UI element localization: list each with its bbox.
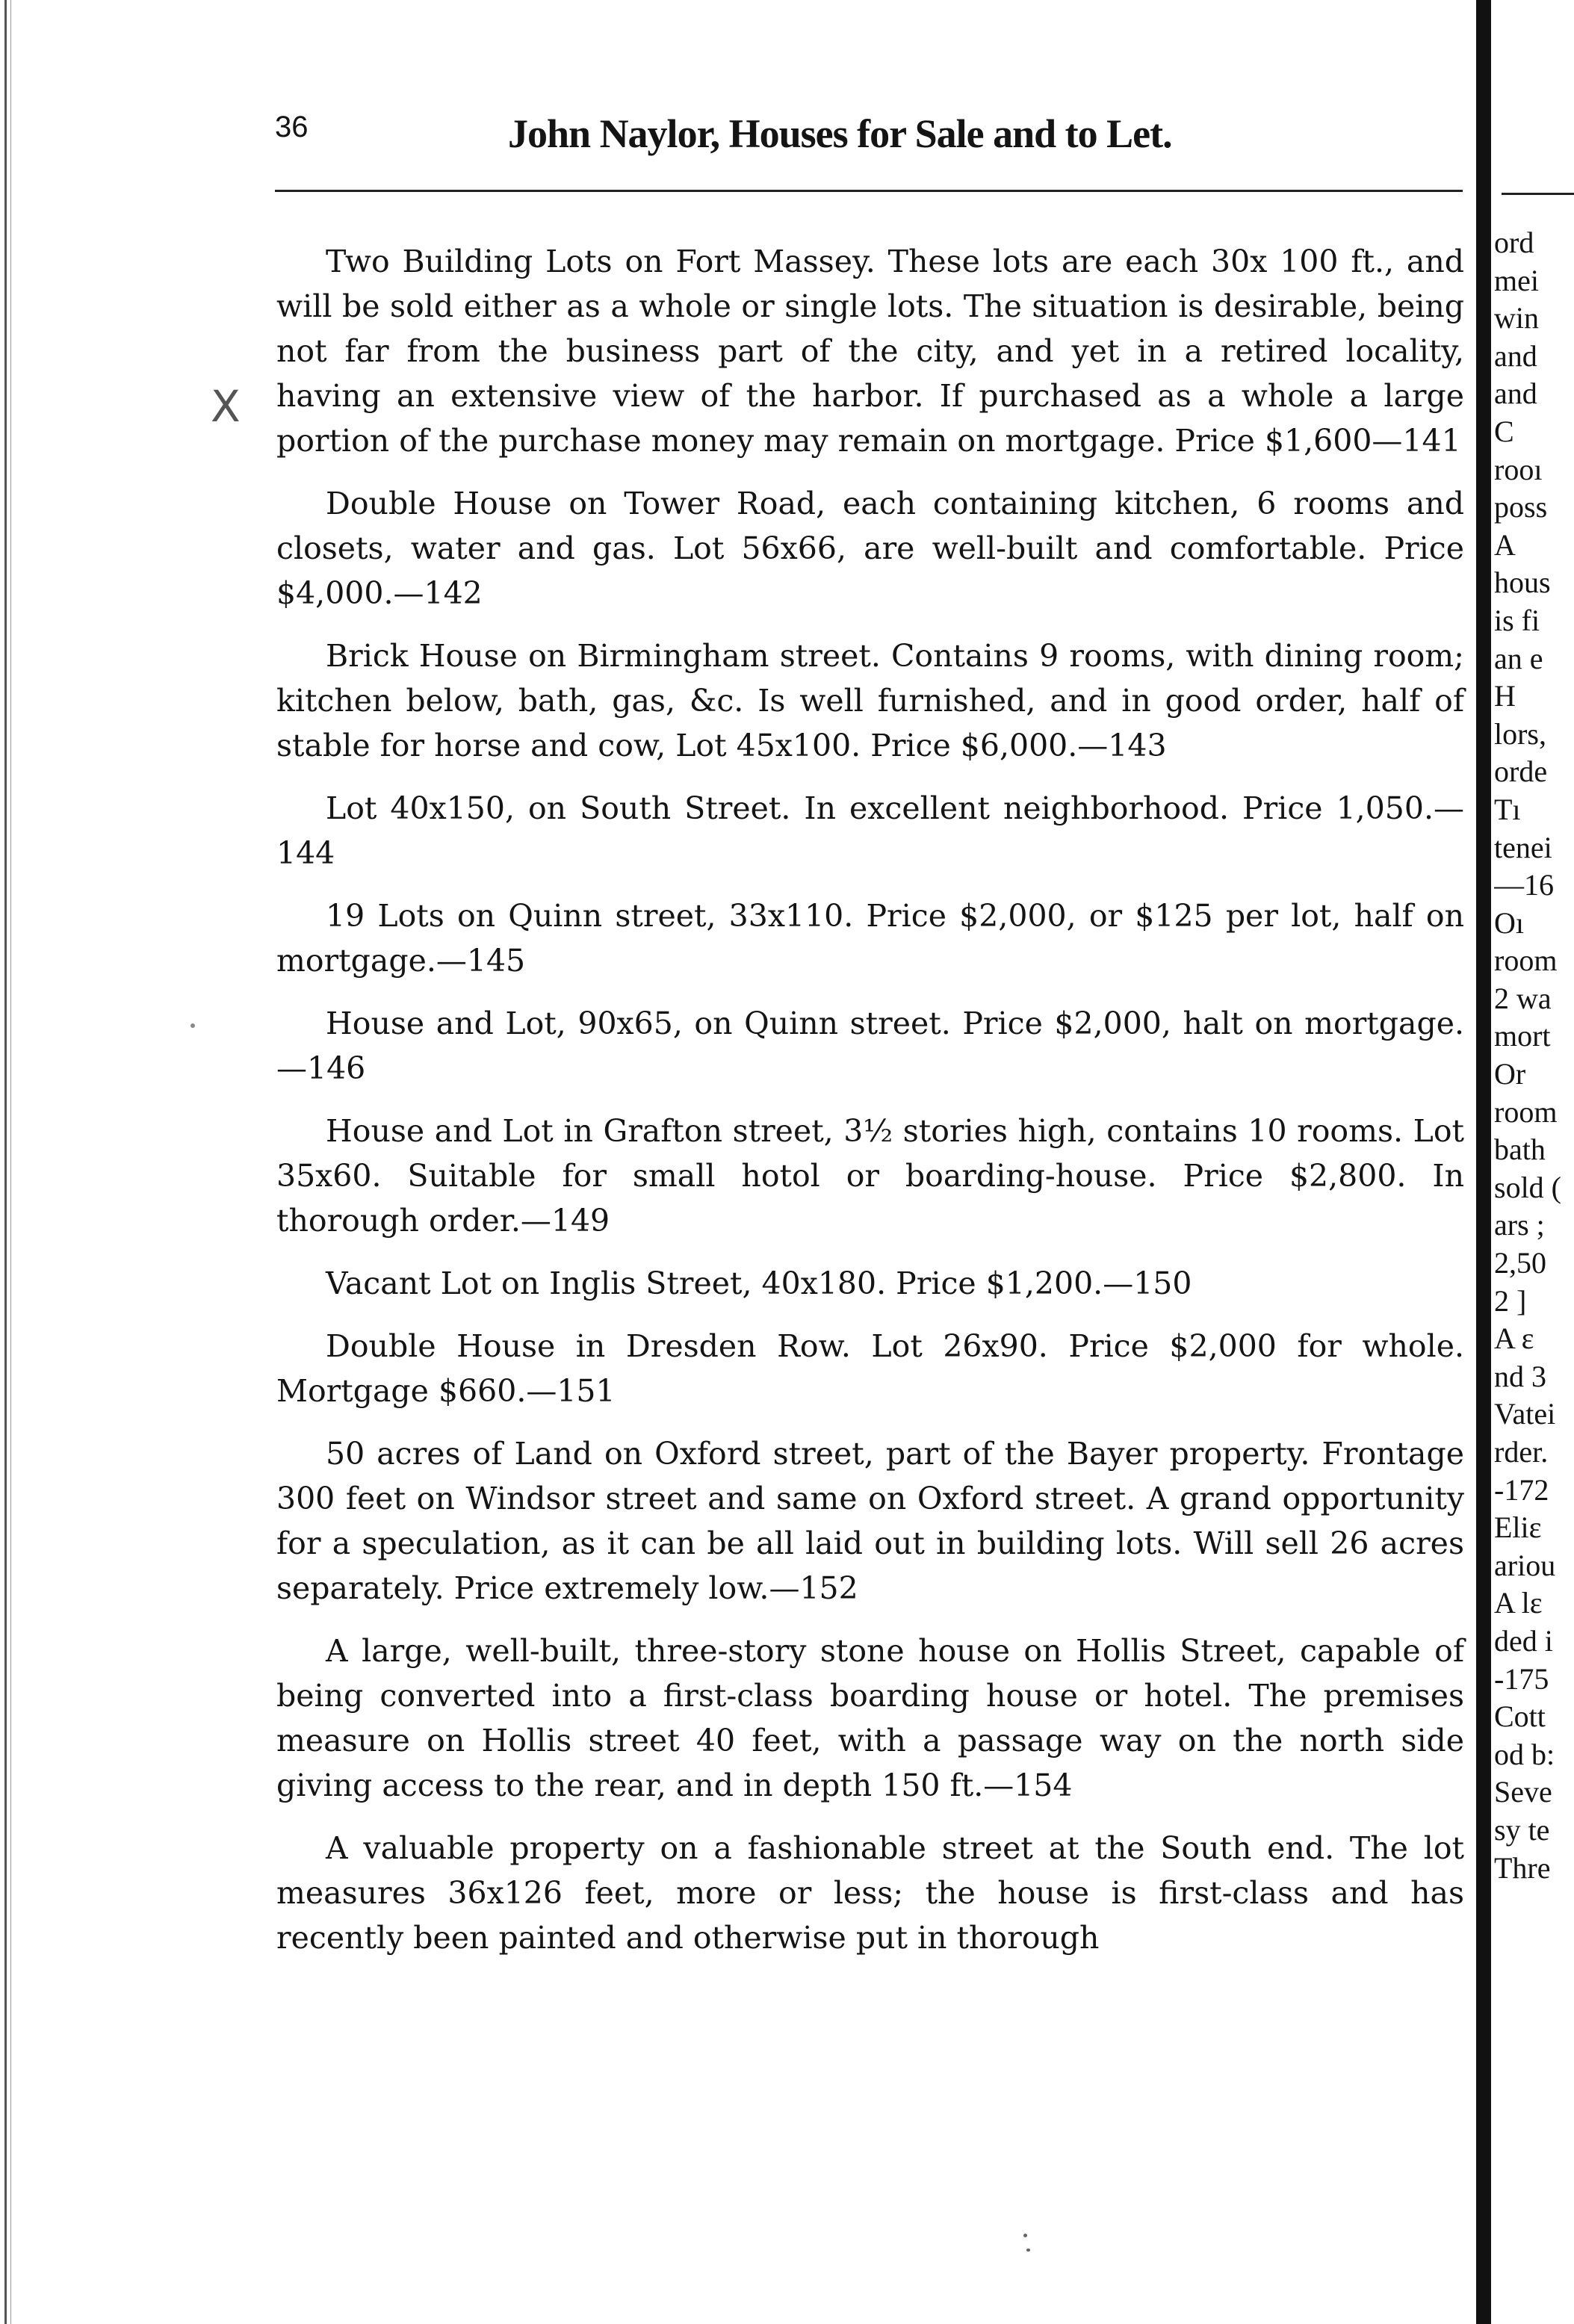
facing-page-fragment: H — [1494, 679, 1516, 713]
facing-page-fragment: win — [1494, 301, 1539, 335]
listing-142: Double House on Tower Road, each containing kitchen, 6 rooms and closets, water and gas. Lot 56x66, are well-built and comfortable. Price $4,000.—142 — [276, 486, 1464, 611]
listing-145: 19 Lots on Quinn street, 33x110. Price $2,000, or $125 per lot, half on mortgage.—145 — [276, 898, 1464, 979]
facing-page-fragment: Seve — [1494, 1775, 1552, 1809]
facing-page-fragment: C — [1494, 414, 1514, 448]
facing-page-fragment: Or — [1494, 1057, 1526, 1091]
facing-page-fragment: od b: — [1494, 1737, 1555, 1771]
facing-page-fragment: 2 wa — [1494, 981, 1552, 1015]
listing-151: Double House in Dresden Row. Lot 26x90. Price $2,000 for whole. Mortgage $660.—151 — [276, 1328, 1464, 1409]
facing-page-fragment: and — [1494, 338, 1537, 373]
left-edge-rule-secondary — [10, 0, 11, 2324]
facing-page-fragment: and — [1494, 377, 1537, 411]
listings-column — [276, 239, 1464, 1978]
facing-page-fragment: an e — [1494, 641, 1543, 675]
facing-page-fragment: room — [1494, 1094, 1558, 1129]
facing-page-fragment: hous — [1494, 565, 1551, 600]
left-edge-rule — [4, 0, 7, 2324]
facing-page-fragment: room — [1494, 943, 1558, 978]
facing-page-fragment: Eliε — [1494, 1510, 1542, 1545]
speck — [190, 1023, 195, 1028]
facing-page-fragment: A — [1494, 527, 1516, 562]
facing-page-fragment: Cott — [1494, 1699, 1546, 1734]
listing-south-end: A valuable property on a fashionable street at the South end. The lot measures 36x126 feet, more or less; the house is first-class and has recently been painted and otherwise put in thorough — [276, 1830, 1464, 1956]
facing-page-fragment: ariou — [1494, 1548, 1556, 1582]
page-number: 36 — [275, 111, 309, 143]
listing-143: Brick House on Birmingham street. Contains 9 rooms, with dining room; kitchen below, bath, gas, &c. Is well furnished, and in good order, half of stable for horse and cow, Lot 45x100. Price $6,000.—143 — [276, 638, 1464, 763]
facing-page-fragment: Vatei — [1494, 1397, 1556, 1431]
facing-page-fragment: A ε — [1494, 1321, 1534, 1356]
facing-page-fragment: lors, — [1494, 716, 1546, 751]
listing-144: Lot 40x150, on South Street. In excellent neighborhood. Price 1,050.—144 — [276, 790, 1464, 871]
facing-page-fragment: nd 3 — [1494, 1359, 1546, 1393]
header-rule — [275, 190, 1463, 192]
listing-152: 50 acres of Land on Oxford street, part of the Bayer property. Frontage 300 feet on Windsor street and same on Oxford street. A grand opportunity for a speculation, as it can be all laid out in building lots. Will sell 26 acres separately. Price extremely low.—152 — [276, 1436, 1464, 1606]
facing-page-fragment: bath — [1494, 1132, 1546, 1167]
facing-page-fragment: ars ; — [1494, 1208, 1545, 1242]
listing-150: Vacant Lot on Inglis Street, 40x180. Price $1,200.—150 — [326, 1265, 1192, 1301]
facing-page-fragment: -172 — [1494, 1472, 1549, 1507]
facing-page-fragment: rder. — [1494, 1435, 1549, 1469]
margin-x-mark: X — [211, 381, 241, 432]
listing-141: Two Building Lots on Fort Massey. These lots are each 30x 100 ft., and will be sold either as a whole or single lots. The situation is desirable, being not far from the business part of the city, and yet in a retired locality, having an extensive view of the harbor. If purchased as a whole a large portion of the purchase money may remain on mortgage. Price $1,600—141 — [276, 244, 1464, 459]
facing-page-fragment: ord — [1494, 226, 1534, 259]
facing-page-fragment: Tı — [1494, 792, 1521, 826]
listing-146: House and Lot, 90x65, on Quinn street. Price $2,000, halt on mortgage.—146 — [276, 1005, 1464, 1086]
facing-page-fragment: —16 — [1494, 868, 1554, 902]
facing-page-fragment: is fi — [1494, 603, 1540, 637]
facing-page-fragment: rooı — [1494, 452, 1543, 486]
facing-page-fragment: Oı — [1494, 905, 1524, 940]
speck — [1023, 2234, 1027, 2237]
facing-page-rule — [1502, 193, 1574, 195]
facing-page-fragment: orde — [1494, 754, 1548, 789]
facing-page-edge — [1494, 224, 1574, 1887]
speck — [1026, 2249, 1030, 2252]
binding-gutter — [1476, 0, 1491, 2324]
facing-page-fragment: poss — [1494, 490, 1548, 524]
facing-page-fragment: A lε — [1494, 1586, 1543, 1620]
facing-page-fragment: 2,50 — [1494, 1246, 1546, 1280]
facing-page-fragment: -175 — [1494, 1661, 1549, 1696]
listing-149: House and Lot in Grafton street, 3½ stories high, contains 10 rooms. Lot 35x60. Suitable for small hotol or boarding-house. Price $2,800. In thorough order.—149 — [276, 1113, 1464, 1239]
running-head: John Naylor, Houses for Sale and to Let. — [508, 111, 1172, 156]
facing-page-fragment: sy te — [1494, 1812, 1550, 1847]
facing-page-fragment: ded i — [1494, 1623, 1553, 1658]
facing-page-fragment: Thre — [1494, 1850, 1551, 1885]
facing-page-fragment: sold ( — [1494, 1170, 1561, 1204]
facing-page-fragment: mort — [1494, 1019, 1551, 1053]
listing-154: A large, well-built, three-story stone house on Hollis Street, capable of being converted into a first-class boarding house or hotel. The premises measure on Hollis street 40 feet, with a passage way on the north side giving access to the rear, and in depth 150 ft.—154 — [276, 1633, 1464, 1803]
facing-page-fragment: mei — [1494, 263, 1539, 297]
facing-page-fragment: tenei — [1494, 830, 1552, 864]
facing-page-fragment: 2 ] — [1494, 1283, 1527, 1318]
